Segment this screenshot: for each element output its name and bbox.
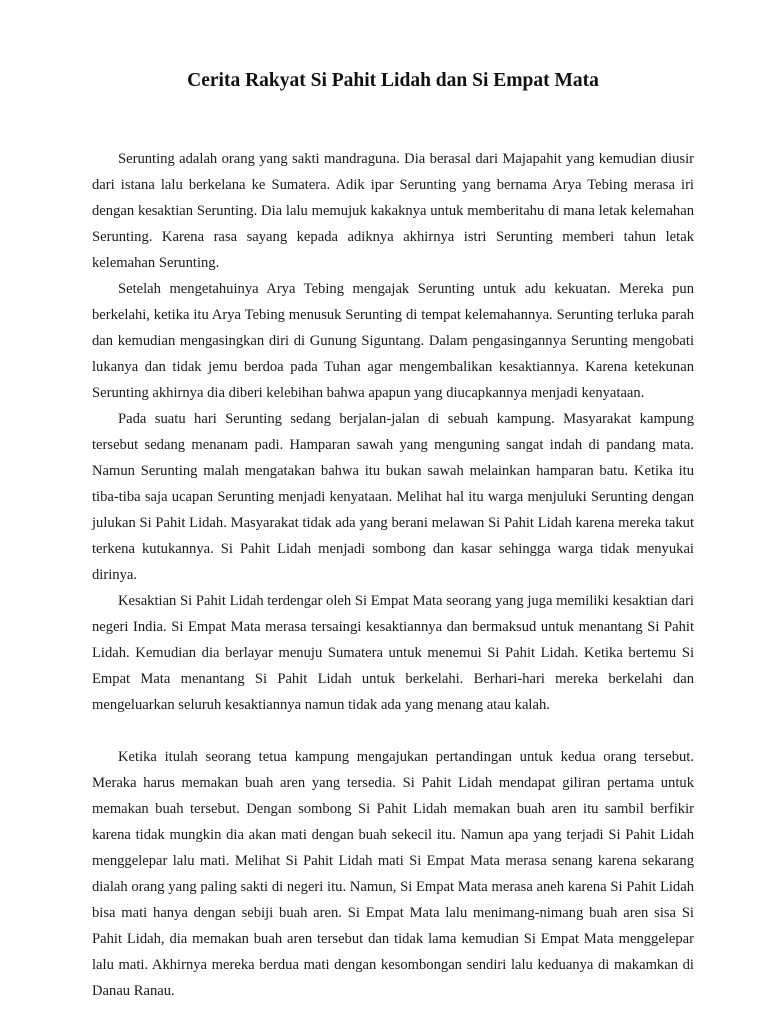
paragraph-4: Kesaktian Si Pahit Lidah terdengar oleh Si Empat Mata seorang yang juga memiliki kesaktian dari negeri India. Si Empat Mata merasa tersaingi kesaktiannya dan bermaksud untuk menantang Si Pahit Lidah. Kemudian dia berlayar menuju Sumatera untuk menemui Si Pahit Lidah. Ketika bertemu Si Empat Mata menantang Si Pahit Lidah untuk berkelahi. Berhari-hari mereka berkelahi dan mengeluarkan seluruh kesaktiannya namun tidak ada yang menang atau kalah.	[92, 593, 694, 713]
document-title: Cerita Rakyat Si Pahit Lidah dan Si Empat Mata	[187, 70, 599, 91]
paragraph-3: Pada suatu hari Serunting sedang berjalan-jalan di sebuah kampung. Masyarakat kampung tersebut sedang menanam padi. Hamparan sawah yang menguning sangat indah di pandang mata. Namun Serunting malah mengatakan bahwa itu bukan sawah melainkan hamparan batu. Ketika itu tiba-tiba saja ucapan Serunting menjadi kenyataan. Melihat hal itu warga menjuluki Serunting dengan julukan Si Pahit Lidah. Masyarakat tidak ada yang berani melawan Si Pahit Lidah karena mereka takut terkena kutukannya. Si Pahit Lidah menjadi sombong dan kasar sehingga warga tidak menyukai dirinya.	[92, 411, 694, 583]
paragraph-2: Setelah mengetahuinya Arya Tebing mengajak Serunting untuk adu kekuatan. Mereka pun berkelahi, ketika itu Arya Tebing menusuk Serunting di tempat kelemahannya. Serunting terluka parah dan kemudian mengasingkan diri di Gunung Siguntang. Dalam pengasingannya Serunting mengobati lukanya dan tidak jemu berdoa pada Tuhan agar mengembalikan kesaktiannya. Karena ketekunan Serunting akhirnya dia diberi kelebihan bahwa apapun yang diucapkannya menjadi kenyataan.	[92, 281, 694, 401]
paragraph-1: Serunting adalah orang yang sakti mandraguna. Dia berasal dari Majapahit yang kemudian diusir dari istana lalu berkelana ke Sumatera. Adik ipar Serunting yang bernama Arya Tebing merasa iri dengan kesaktian Serunting. Dia lalu memujuk kakaknya untuk memberitahu di mana letak kelemahan Serunting. Karena rasa sayang kepada adiknya akhirnya istri Serunting memberi tahun letak kelemahan Serunting.	[92, 151, 694, 271]
paragraph-5: Ketika itulah seorang tetua kampung mengajukan pertandingan untuk kedua orang tersebut. Meraka harus memakan buah aren yang tersedia. Si Pahit Lidah mendapat giliran pertama untuk memakan buah tersebut. Dengan sombong Si Pahit Lidah memakan buah aren itu sambil berfikir karena tidak mungkin dia akan mati dengan buah sekecil itu. Namun apa yang terjadi Si Pahit Lidah menggelepar lalu mati. Melihat Si Pahit Lidah mati Si Empat Mata merasa senang karena sekarang dialah orang yang paling sakti di negeri itu. Namun, Si Empat Mata merasa aneh karena Si Pahit Lidah bisa mati hanya dengan sebiji buah aren. Si Empat Mata lalu menimang-nimang buah aren sisa Si Pahit Lidah, dia memakan buah aren tersebut dan tidak lama kemudian Si Empat Mata menggelepar lalu mati. Akhirnya mereka berdua mati dengan kesombongan sendiri lalu keduanya di makamkan di Danau Ranau.	[92, 749, 694, 999]
document-body	[92, 146, 694, 1004]
